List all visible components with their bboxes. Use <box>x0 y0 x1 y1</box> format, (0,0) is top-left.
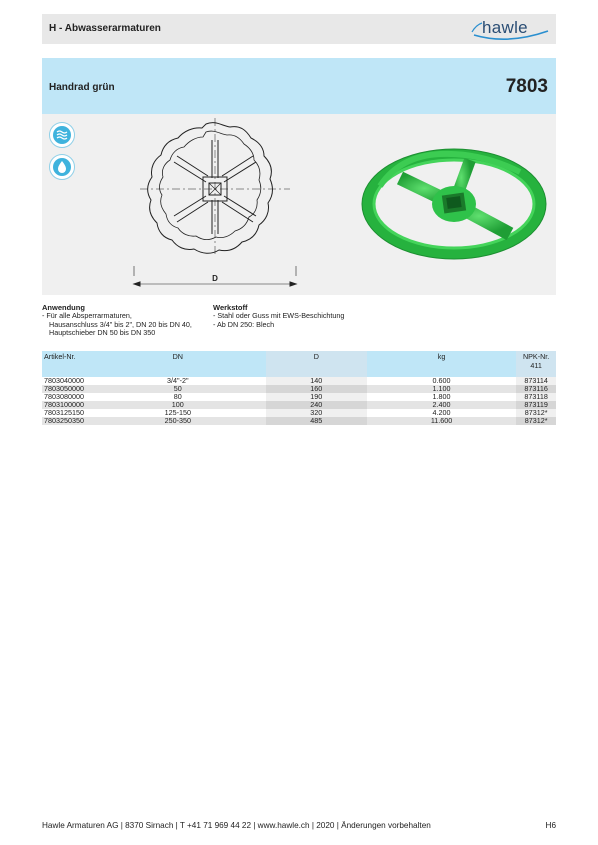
cell-artikel: 7803125150 <box>44 408 84 417</box>
col-d: D <box>266 351 367 377</box>
anwendung-title: Anwendung <box>42 303 85 312</box>
cell-d: 190 <box>266 393 367 401</box>
cell-dn: 125-150 <box>164 408 191 417</box>
cell-kg: 0.600 <box>432 376 451 385</box>
product-number: 7803 <box>505 76 548 97</box>
anwendung-line: Hauptschieber DN 50 bis DN 350 <box>49 328 156 338</box>
table-row <box>42 377 556 385</box>
cell-d: 140 <box>266 377 367 385</box>
table-row <box>42 393 556 401</box>
handwheel-technical-drawing <box>130 116 300 296</box>
cell-kg: 11.600 <box>367 417 516 425</box>
footer-text: Hawle Armaturen AG | 8370 Sirnach | T +41 71 969 44 22 | www.hawle.ch | 2020 | Änderungen vorbehalten <box>42 821 431 830</box>
hawle-logo <box>468 15 552 43</box>
product-name: Handrad grün <box>49 82 115 93</box>
werkstoff-title: Werkstoff <box>213 303 248 312</box>
cell-kg: 4.200 <box>432 408 451 417</box>
cell-kg: 2.400 <box>367 401 516 409</box>
cell-artikel: 7803040000 <box>44 376 84 385</box>
anwendung-line: - Für alle Absperrarmaturen, <box>42 311 132 321</box>
col-artikel-nr: Artikel-Nr. <box>42 351 90 377</box>
table-row <box>42 385 556 393</box>
page-number: H6 <box>545 821 556 830</box>
werkstoff-block <box>213 304 344 329</box>
cell-kg: 1.100 <box>367 385 516 393</box>
cell-d: 320 <box>266 409 367 417</box>
product-figure-area <box>42 114 556 295</box>
section-title: H - Abwasserarmaturen <box>49 23 161 34</box>
cell-artikel: 7803250350 <box>42 417 90 425</box>
cell-npk: 873118 <box>516 393 556 401</box>
cell-artikel: 7803080000 <box>44 392 84 401</box>
col-dn: DN <box>90 351 266 377</box>
table-row <box>42 409 556 417</box>
cell-dn: 250-350 <box>90 417 266 425</box>
product-band <box>42 58 556 114</box>
header-bar <box>42 14 556 44</box>
cell-kg: 1.800 <box>432 392 451 401</box>
werkstoff-line: - Ab DN 250: Blech <box>213 319 275 329</box>
cell-npk: 873114 <box>516 377 556 385</box>
wastewater-icon <box>49 122 75 148</box>
col-kg: kg <box>367 351 516 377</box>
cell-npk: 87312* <box>516 409 556 417</box>
cell-dn: 50 <box>90 385 266 393</box>
handwheel-product-photo <box>360 146 550 266</box>
table-row <box>42 417 556 425</box>
cell-dn: 80 <box>173 392 182 401</box>
cell-d: 485 <box>266 417 367 425</box>
cell-npk: 873116 <box>516 385 556 393</box>
cell-artikel: 7803050000 <box>42 385 90 393</box>
article-table <box>42 351 556 425</box>
cell-d: 160 <box>266 385 367 393</box>
table-row <box>42 401 556 409</box>
col-npk-label: NPK-Nr. <box>522 352 550 361</box>
cell-d: 240 <box>266 401 367 409</box>
cell-npk: 873119 <box>516 401 556 409</box>
water-drop-icon <box>49 154 75 180</box>
anwendung-block <box>42 304 192 338</box>
col-npk-sub: 411 <box>530 361 542 370</box>
cell-dn: 100 <box>90 401 266 409</box>
anwendung-line: Hausanschluss 3/4" bis 2", DN 20 bis DN 40, <box>49 319 192 329</box>
dimension-label: D <box>212 274 218 283</box>
page-footer <box>42 821 556 830</box>
werkstoff-line: - Stahl oder Guss mit EWS-Beschichtung <box>213 311 345 321</box>
cell-artikel: 7803100000 <box>42 401 90 409</box>
cell-npk: 87312* <box>516 417 556 425</box>
col-npk <box>516 351 556 377</box>
cell-dn: 3/4"-2" <box>167 376 189 385</box>
table-header-row <box>42 351 556 377</box>
logo-text: hawle <box>482 18 528 37</box>
